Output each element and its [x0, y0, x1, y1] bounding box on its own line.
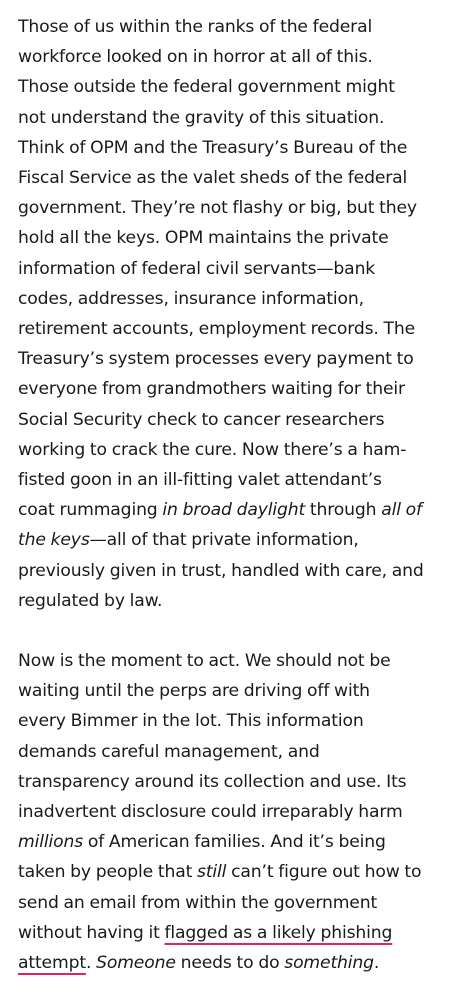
plain-text: through — [305, 500, 382, 521]
text-line: retirement accounts, employment records. The — [18, 319, 416, 340]
phishing-article-link[interactable]: flagged as a likely phishing — [164, 922, 393, 943]
text-line: every Bimmer in the lot. This information — [18, 711, 364, 732]
plain-text: —all of that private information, — [89, 530, 359, 551]
text-line: workforce looked on in horror at all of this. — [18, 47, 373, 68]
article-body — [18, 12, 442, 978]
text-line: Those of us within the ranks of the federal — [18, 17, 373, 37]
text-line: inadvertent disclosure could irreparably harm — [18, 802, 403, 823]
text-line: Treasury’s system processes every payment to — [18, 349, 414, 370]
plain-text: coat rummaging — [18, 500, 163, 521]
text-line: Think of OPM and the Treasury’s Bureau of the — [18, 137, 408, 158]
text-line — [18, 948, 442, 978]
text-line: hold all the keys. OPM maintains the private — [18, 228, 389, 249]
text-line: Fiscal Service as the valet sheds of the federal — [18, 168, 408, 189]
text-line — [18, 857, 442, 887]
text-line: everyone from grandmothers waiting for their — [18, 379, 405, 400]
italic-text: something — [284, 953, 374, 974]
text-line: not understand the gravity of this situation. — [18, 107, 385, 128]
italic-text: still — [197, 862, 227, 883]
paragraph-2 — [18, 646, 442, 978]
text-line: codes, addresses, insurance information, — [18, 288, 364, 309]
text-line: Now is the moment to act. We should not be — [18, 651, 391, 672]
plain-text: can’t figure out how to — [226, 862, 422, 883]
plain-text: taken by people that — [18, 862, 198, 883]
text-line: government. They’re not flashy or big, but they — [18, 198, 417, 219]
phishing-article-link[interactable]: attempt — [18, 953, 86, 974]
plain-text: needs to do — [175, 953, 285, 974]
text-line: demands careful management, and — [18, 741, 320, 762]
plain-text: . — [373, 953, 380, 974]
text-line — [18, 918, 442, 948]
text-line: waiting until the perps are driving off with — [18, 681, 370, 702]
italic-text: all of — [381, 500, 422, 521]
italic-text: in broad daylight — [162, 500, 306, 521]
italic-text: millions — [18, 832, 84, 853]
text-line: Those outside the federal government might — [18, 77, 395, 98]
plain-text: . — [85, 953, 97, 974]
text-line — [18, 495, 442, 525]
text-line — [18, 827, 442, 857]
text-line: fisted goon in an ill-fitting valet attendant’s — [18, 470, 382, 491]
plain-text: of American families. And it’s being — [83, 832, 386, 853]
text-line: send an email from within the government — [18, 892, 378, 913]
text-line: regulated by law. — [18, 590, 163, 611]
text-line — [18, 525, 442, 555]
text-line: information of federal civil servants—bank — [18, 258, 376, 279]
paragraph-1 — [18, 12, 442, 616]
text-line: previously given in trust, handled with care, and — [18, 560, 424, 581]
text-line: working to crack the cure. Now there’s a ham- — [18, 439, 407, 460]
italic-text: the keys — [18, 530, 90, 551]
italic-text: Someone — [96, 953, 176, 974]
text-line: Social Security check to cancer researchers — [18, 409, 385, 430]
plain-text: without having it — [18, 922, 165, 943]
text-line: transparency around its collection and use. Its — [18, 771, 407, 792]
